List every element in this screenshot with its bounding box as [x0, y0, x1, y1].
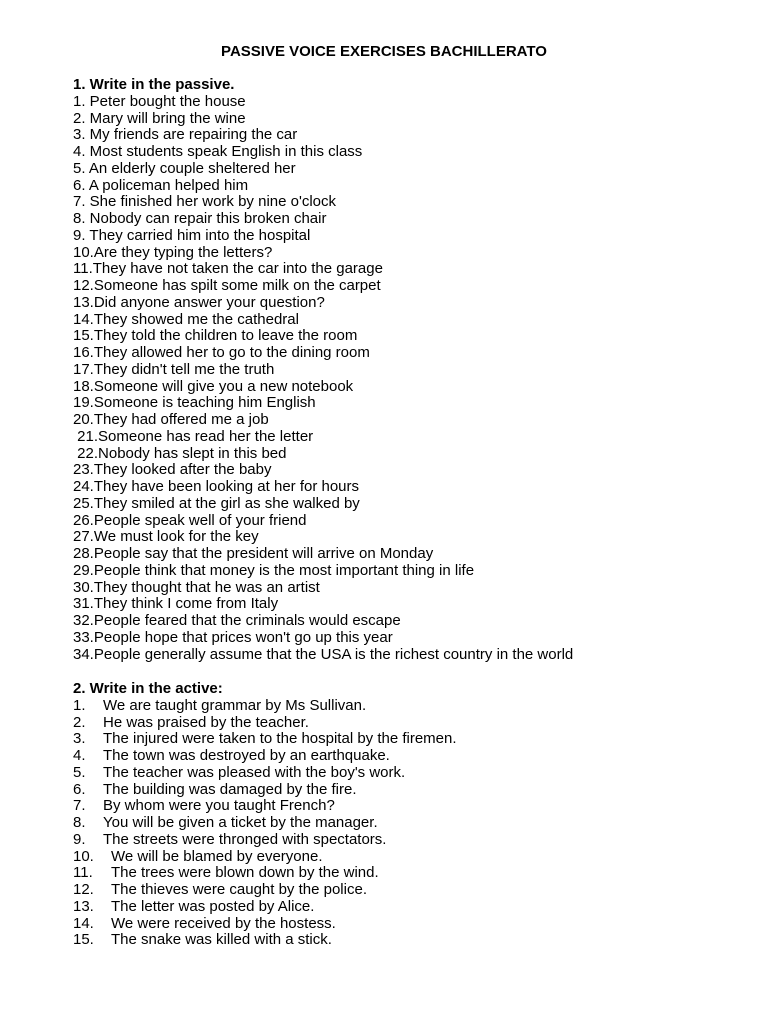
exercise-item: 2. Mary will bring the wine: [73, 109, 246, 127]
item-text: The snake was killed with a stick.: [111, 931, 332, 949]
item-number: 7.: [73, 797, 86, 815]
item-text: The injured were taken to the hospital by the firemen.: [103, 730, 457, 748]
exercise-item: [73, 715, 733, 732]
exercise-item: 21.Someone has read her the letter: [73, 427, 314, 445]
item-text: We will be blamed by everyone.: [111, 847, 323, 865]
item-number: 4.: [73, 747, 86, 764]
exercise-item: 22.Nobody has slept in this bed: [73, 444, 287, 462]
exercise-item: 32.People feared that the criminals would escape: [73, 612, 401, 629]
exercise-item: 6. A policeman helped him: [73, 176, 249, 194]
exercise-item: 31.They think I come from Italy: [73, 595, 279, 613]
item-number: 6.: [73, 780, 86, 798]
item-text: The trees were blown down by the wind.: [111, 864, 379, 882]
item-number: 3.: [73, 730, 86, 748]
exercise-item: [73, 932, 733, 949]
exercise-item: 15.They told the children to leave the room: [73, 327, 358, 345]
item-number: 13.: [73, 897, 94, 915]
active-exercise-list: [73, 698, 733, 949]
item-number: 12.: [73, 881, 94, 898]
passive-exercise-list: [73, 94, 733, 664]
exercise-item: 9. They carried him into the hospital: [73, 226, 311, 244]
exercise-item: 10.Are they typing the letters?: [73, 243, 273, 261]
exercise-item: 8. Nobody can repair this broken chair: [73, 210, 327, 227]
exercise-item: 24.They have been looking at her for hours: [73, 478, 360, 495]
exercise-item: 26.People speak well of your friend: [73, 511, 307, 529]
exercise-item: [73, 882, 733, 899]
exercise-item: 34.People generally assume that the USA is the richest country in the world: [73, 645, 574, 663]
exercise-item: 14.They showed me the cathedral: [73, 310, 299, 328]
exercise-item: 12.Someone has spilt some milk on the carpet: [73, 277, 381, 294]
item-text: The thieves were caught by the police.: [111, 881, 367, 898]
active-exercise-section: [73, 681, 733, 949]
exercise-item: 16.They allowed her to go to the dining room: [73, 344, 370, 361]
item-number: 15.: [73, 931, 94, 949]
exercise-item: [73, 782, 733, 799]
exercise-item: 11.They have not taken the car into the garage: [73, 260, 383, 278]
passive-section-heading: 1. Write in the passive.: [73, 76, 235, 93]
exercise-item: 7. She finished her work by nine o'clock: [73, 193, 337, 211]
item-number: 11.: [73, 864, 93, 882]
exercise-item: [73, 765, 733, 782]
item-text: You will be given a ticket by the manager.: [103, 814, 378, 831]
item-number: 8.: [73, 814, 86, 831]
item-number: 1.: [73, 696, 86, 714]
active-section-heading: 2. Write in the active:: [73, 680, 223, 697]
item-text: The letter was posted by Alice.: [111, 897, 315, 915]
exercise-item: 5. An elderly couple sheltered her: [73, 159, 296, 177]
item-number: 9.: [73, 830, 86, 848]
item-text: We were received by the hostess.: [111, 914, 336, 932]
exercise-item: [73, 832, 733, 849]
exercise-item: 30.They thought that he was an artist: [73, 578, 320, 596]
exercise-item: [73, 731, 733, 748]
exercise-item: [73, 899, 733, 916]
item-text: The teacher was pleased with the boy's work.: [103, 763, 406, 781]
exercise-item: 13.Did anyone answer your question?: [73, 293, 325, 311]
exercise-item: [73, 698, 733, 715]
exercise-item: 25.They smiled at the girl as she walked by: [73, 494, 360, 512]
item-number: 10.: [73, 847, 94, 865]
item-text: The streets were thronged with spectators.: [103, 830, 387, 848]
exercise-item: 17.They didn't tell me the truth: [73, 360, 275, 378]
exercise-item: 1. Peter bought the house: [73, 92, 246, 110]
exercise-item: 23.They looked after the baby: [73, 461, 272, 479]
exercise-item: 27.We must look for the key: [73, 528, 259, 546]
item-text: He was praised by the teacher.: [103, 713, 309, 731]
item-number: 5.: [73, 763, 86, 781]
item-text: The town was destroyed by an earthquake.: [103, 747, 390, 764]
exercise-item: [73, 916, 733, 933]
item-number: 2.: [73, 713, 86, 731]
exercise-item: [73, 815, 733, 832]
exercise-item: 28.People say that the president will arrive on Monday: [73, 545, 434, 562]
item-number: 14.: [73, 914, 94, 932]
exercise-item: 3. My friends are repairing the car: [73, 126, 298, 144]
exercise-item: [73, 865, 733, 882]
exercise-item: [73, 798, 733, 815]
exercise-item: 18.Someone will give you a new notebook: [73, 377, 354, 395]
exercise-item: [73, 748, 733, 765]
item-text: The building was damaged by the fire.: [103, 780, 357, 798]
exercise-item: 29.People think that money is the most important thing in life: [73, 561, 475, 579]
exercise-item: 19.Someone is teaching him English: [73, 394, 316, 412]
page-title: PASSIVE VOICE EXERCISES BACHILLERATO: [221, 43, 547, 60]
item-text: We are taught grammar by Ms Sullivan.: [103, 696, 367, 714]
exercise-item: 4. Most students speak English in this class: [73, 143, 363, 160]
passive-exercise-section: [73, 77, 733, 663]
item-text: By whom were you taught French?: [103, 797, 335, 815]
exercise-item: [73, 849, 733, 866]
exercise-item: 20.They had offered me a job: [73, 411, 269, 428]
exercise-item: 33.People hope that prices won't go up this year: [73, 628, 393, 646]
